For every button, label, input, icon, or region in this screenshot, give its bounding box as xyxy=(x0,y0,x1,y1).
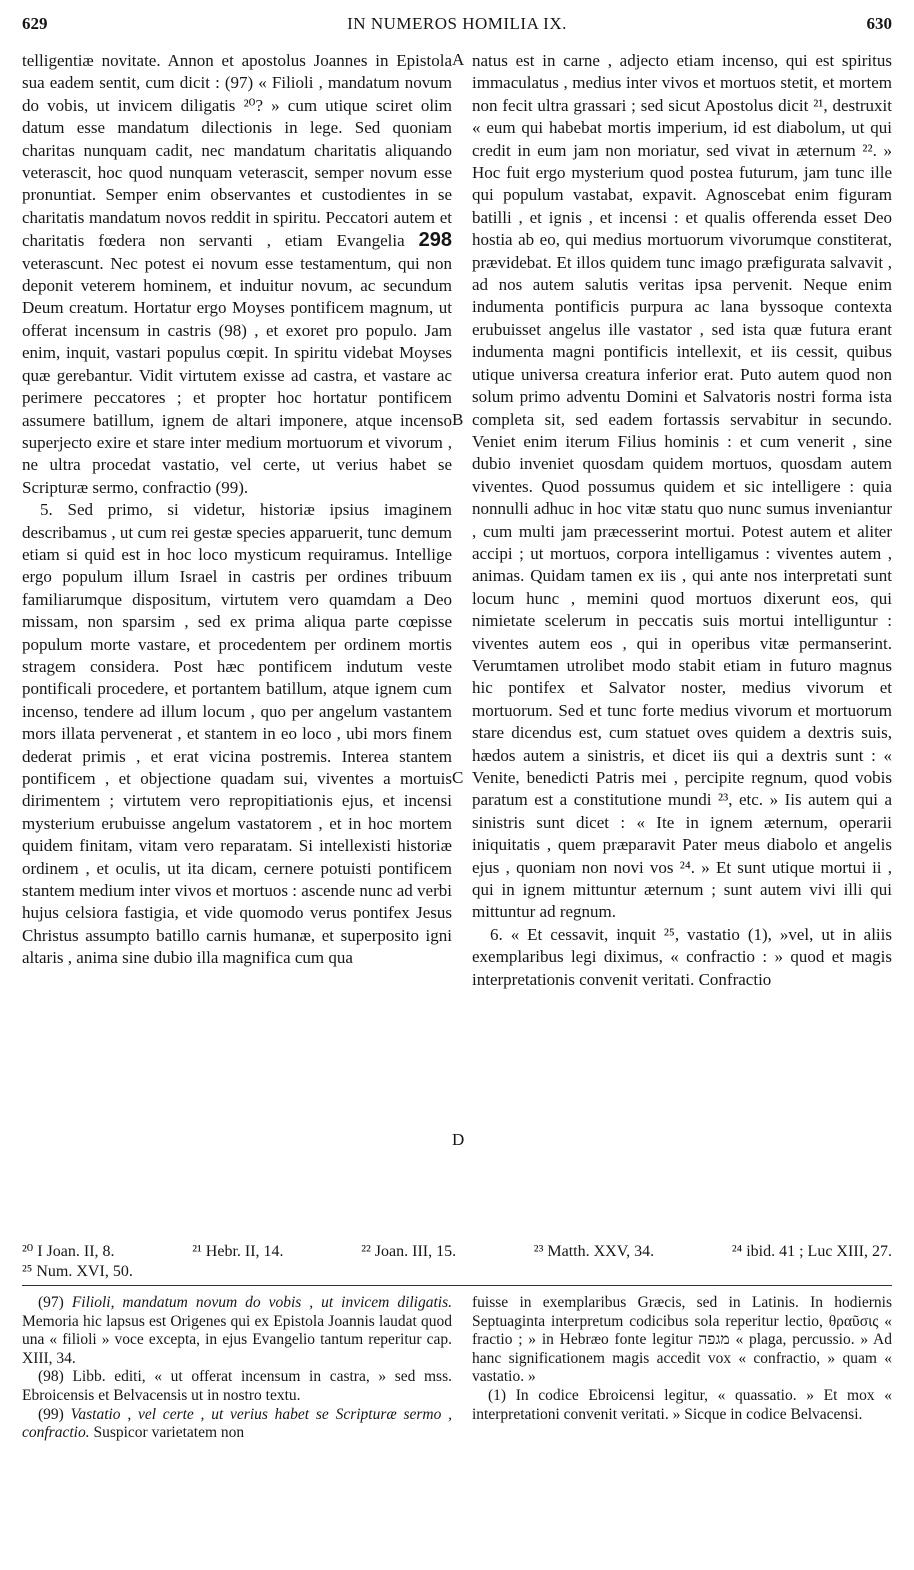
margin-marker-a: A xyxy=(452,50,465,69)
footnote-97: (97) Filioli, mandatum novum do vobis , ut invicem diligatis. Memoria hic lapsus est Origenes qui ex Epistola Joannis laudat quod una « filioli » voce excepta, in ejus Evangelio tantum reperitur cap. XIII, 34. xyxy=(22,1294,453,1367)
page-number-right: 630 xyxy=(866,14,892,33)
text-run: telligentiæ novitate. Annon et apostolus Joannes in Epistola sua eadem sentit, cum dicit : (97) « Filioli , mandatum novum do vobis, ut invicem diligatis ²⁰? » cum utique sciret olim datum esse mandatum dilectionis in lege. Sed quoniam charitas nunquam cadit, nec mandatum charitatis aliquando veterascit, hoc quod nunquam veterascit, semper novum esse pronuntiat. Semper enim observantes et custodientes in se charitatis mandatum novos reddit in spiritu. Peccatori autem et charitatis fœdera non servanti , etiam Evangelia xyxy=(22,51,452,251)
footnotes-left xyxy=(22,1294,452,1443)
margin-marker-c: C xyxy=(452,768,464,787)
left-text-column xyxy=(22,50,452,970)
paragraph-5: 5. Sed primo, si videtur, historiæ ipsius imaginem describamus , ut cum rei gestæ species apparuerit, tunc demum etiam si quid est in hoc loco mysticum requiramus. Intellige ergo populum illum Israel in castris per ordines tribuum familiarumque dispositum, virtutem vero quamdam a Deo missam, non sparsim , sed ex prima aliqua parte cœpisse populum morte vastare, et procedentem per ordinem mortis stragem considera. Post hæc pontificem indutum veste pontificali procedere, et portantem batillum, atque ignem cum incenso, tendere ad illum locum , quo per angelum vastantem mors illata pervenerat , et stantem in eo loco , ubi mors finem dederat primis , et erat vicina postremis. Interea stantem pontificem , et objectione quadam sui, viventes a mortuis dirimentem ; virtutem vero repropitiationis ejus, et incensi mysterium erubuisse angelum vastatorem , et in hoc mortem quidem finitam, vitam vero reparatam. Si intellexisti historiæ ordinem , et oculis, ut ita dicam, cernere potuisti pontificem stantem medium inter vivos et mortuos : ascende nunc ad verbi hujus celsiora fastigia, et vide quomodo verus pontifex Jesus Christus assumpto batillo carnis humanæ, et superposito igni altaris , anima sine dubio illa magnifica cum qua xyxy=(22,500,452,968)
footnote-1: (1) In codice Ebroicensi legitur, « quassatio. » Et mox « interpretationi convenit veritati. » Sicque in codice Belvacensi. xyxy=(472,1386,892,1423)
reference: ²⁰ I Joan. II, 8. xyxy=(22,1243,115,1260)
reference: ²¹ Hebr. II, 14. xyxy=(192,1243,284,1260)
reference: ²⁵ Num. XVI, 50. xyxy=(22,1263,133,1280)
margin-marker-b: B xyxy=(452,410,464,429)
margin-marker-d: D xyxy=(452,1130,465,1149)
reference: ²² Joan. III, 15. xyxy=(361,1243,457,1260)
scripture-references xyxy=(22,1242,892,1282)
footnote-99: (99) Vastatio , vel certe , ut verius habet se Scripturæ sermo , confractio. Suspicor varietatem non xyxy=(22,1405,453,1442)
running-header xyxy=(18,14,896,40)
paragraph xyxy=(22,50,452,499)
text-run: veterascunt. Nec potest ei novum esse testamentum, qui non deponit veterem hominem, et induitur novum, ac secundum Deum creatum. Hortatur ergo Moyses pontificem magnum, ut offerat incensum in castris (98) , et exoret pro populo. Jam enim, inquit, vastari populus cœpit. In spiritu videbat Moyses quæ gerebantur. Vidit virtutem exisse ad castra, et vastare ac perimere peccatores ; et propter hoc hortatur pontificem assumere batillum, ignem de altari imponere, atque incenso superjecto exire et stare inter medium mortuorum et vivorum , ne ultra procedat vastatio, vel certe, ut verius habet se Scripturæ sermo, confractio (99). xyxy=(22,253,452,497)
footnote-continuation: fuisse in exemplaribus Græcis, sed in Latinis. In hodiernis Septuaginta interpretum codicibus sola reperitur lectio, θραῦσις « fractio ; » in Hebræo fonte legitur מגפה « plaga, percussio. » Ad hanc significationem magis accedit vox « confractio, » quam « vastatio. » xyxy=(472,1294,892,1386)
right-text-column xyxy=(472,50,892,991)
paragraph: natus est in carne , adjecto etiam incenso, qui est spiritus immaculatus , medius inter vivos et mortuos stetit, et mortem non fecit ultra grassari ; sed sicut Apostolus dicit ²¹, destruxit « eum qui habebat mortis imperium, id est diabolum, ut qui credit in eum jam non moriatur, sed vivat in æternum ²². » Hoc fuit ergo mysterium quod postea futurum, jam tunc ille qui populum vastabat, expavit. Agnoscebat enim figuram batilli , et ignis , et incensi : et qualis offerenda esset Deo hostia ab eo, qui medius mortuorum vivorumque constiterat, prævidebat. Et illos quidem tunc imago præfigurata salvavit , ad nos autem salutis veritas ipsa pervenit. Neque enim indumenta pontificis purpura ac lana byssoque contexta erubuisset angelus ille vastator , sed ista quæ futura erant indumenta magni pontificis intellexit, et iis cessit, quibus utique universa creatura inferior erat. Puto autem quod non solum primo adventu Domini et Salvatoris nostri forma ista completa sit, sed eadem fortassis servabitur in secundo. Veniet enim iterum Filius hominis : et cum venerit , sine dubio inveniet quosdam quidem mortuos, quosdam autem viventes. Quod possumus quidem et sic intelligere : quia nonnulli adhuc in hoc vitæ statu quo nunc sumus inveniantur , cum multi jam præcesserint mortui. Potest autem et aliter accipi ; ut mortuos, corpora intelligamus : viventes autem , animas. Quidam tamen ex iis , qui ante nos interpretati sunt locum hunc , memini quod mortuos dixerunt eos, qui nimietate scelerum in peccatis suis mortui intelliguntur : viventes autem eos , qui in operibus vitæ permanserint. Verumtamen utrolibet modo stabit etiam in futuro magnus hic pontifex et Salvator noster, medius vivorum et mortuorum. Sed et tunc forte medius vivorum et mortuorum stare dicendus est, cum statuet oves quidem a dextris suis, hædos autem a sinistris, et dicet iis qui a dextris sunt : « Venite, benedicti Patris mei , percipite regnum, quod vobis paratum est a constitutione mundi ²³, etc. » Iis autem qui a sinistris sunt dicet : « Ite in ignem æternum, operarii iniquitatis , quem præparavit Pater meus diabolo et angelis ejus , quoniam non novi vos ²⁴. » Et sunt utique mortui ii , qui in ignem mittuntur æternum ; sunt autem vivi illi qui mittuntur ad regnum. xyxy=(472,51,892,922)
reference: ²⁴ ibid. 41 ; Luc XIII, 27. xyxy=(731,1243,892,1260)
footnote-divider xyxy=(22,1285,892,1286)
edition-column-number: 298 xyxy=(418,229,452,252)
page-number-left: 629 xyxy=(22,14,48,33)
running-title: IN NUMEROS HOMILIA IX. xyxy=(347,14,567,33)
reference: ²³ Matth. XXV, 34. xyxy=(533,1243,655,1260)
paragraph-6: 6. « Et cessavit, inquit ²⁵, vastatio (1), »vel, ut in aliis exemplaribus legi diximus, « confractio : » quod et magis interpretationis convenit veritati. Confractio xyxy=(472,924,892,989)
references-line xyxy=(22,1242,892,1262)
footnotes-right xyxy=(472,1294,892,1424)
footnote-98: (98) Libb. editi, « ut offerat incensum in castra, » sed mss. Ebroicensis et Belvacensis ut in nostro textu. xyxy=(22,1368,452,1404)
